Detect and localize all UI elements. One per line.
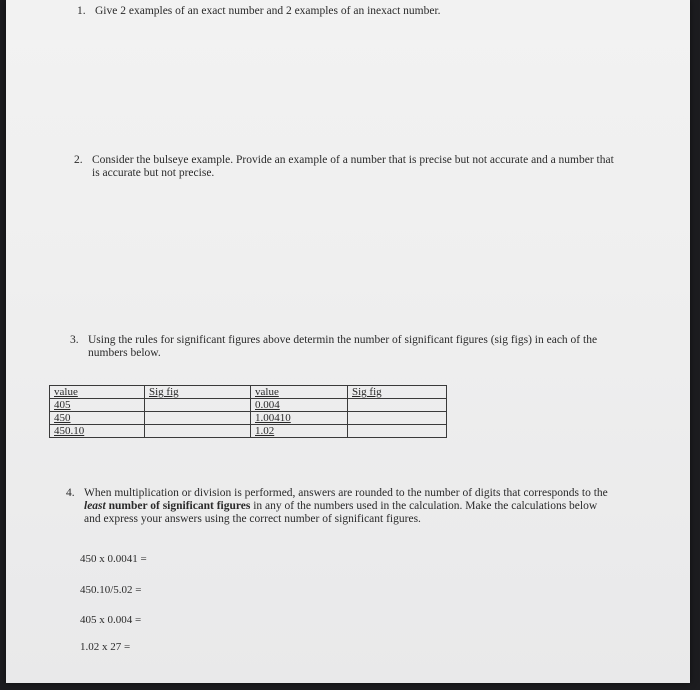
question-text-line-1: Using the rules for significant figures above determin the number of significant figures (sig figs) in each of the [88,334,598,346]
calculation-2: 450.10/5.02 = [80,584,142,596]
table-cell: 1.02 [251,425,348,438]
calculation-1: 450 x 0.0041 = [80,553,147,565]
question-number: 4. [66,487,75,499]
table-cell: 450.10 [50,425,145,438]
answer-cell[interactable] [145,399,251,412]
question-number: 3. [70,334,79,346]
question-text-rest: in any of the numbers used in the calculation. Make the calculations below [253,500,598,512]
table-row [50,399,447,412]
emphasis-sig-figs: number of significant figures [108,500,251,512]
question-number: 1. [77,5,86,17]
emphasis-least: least [84,500,106,512]
table-cell: 1.00410 [251,412,348,425]
table-cell: 450 [50,412,145,425]
question-text-line-3: and express your answers using the correct number of significant figures. [84,513,421,525]
question-text-line-2 [84,500,597,513]
table-row [50,412,447,425]
question-text-line-2: numbers below. [88,347,161,359]
table-header: Sig fig [348,386,447,399]
table-header: value [50,386,145,399]
calculation-3: 405 x 0.004 = [80,614,142,626]
sig-fig-table [49,385,447,438]
question-text-line-2: is accurate but not precise. [92,167,215,179]
question-text-line-1: When multiplication or division is performed, answers are rounded to the number of digits that corresponds to the [84,487,608,499]
table-header: Sig fig [145,386,251,399]
answer-cell[interactable] [348,412,447,425]
answer-cell[interactable] [145,425,251,438]
table-header-row [50,386,447,399]
table-header: value [251,386,348,399]
table-cell: 0.004 [251,399,348,412]
calculation-4: 1.02 x 27 = [80,641,131,653]
question-text: Give 2 examples of an exact number and 2 examples of an inexact number. [95,5,441,17]
question-text-line-1: Consider the bulseye example. Provide an example of a number that is precise but not accurate and a number that [92,154,614,166]
answer-cell[interactable] [145,412,251,425]
table-row [50,425,447,438]
question-number: 2. [74,154,83,166]
answer-cell[interactable] [348,399,447,412]
answer-cell[interactable] [348,425,447,438]
table-cell: 405 [50,399,145,412]
